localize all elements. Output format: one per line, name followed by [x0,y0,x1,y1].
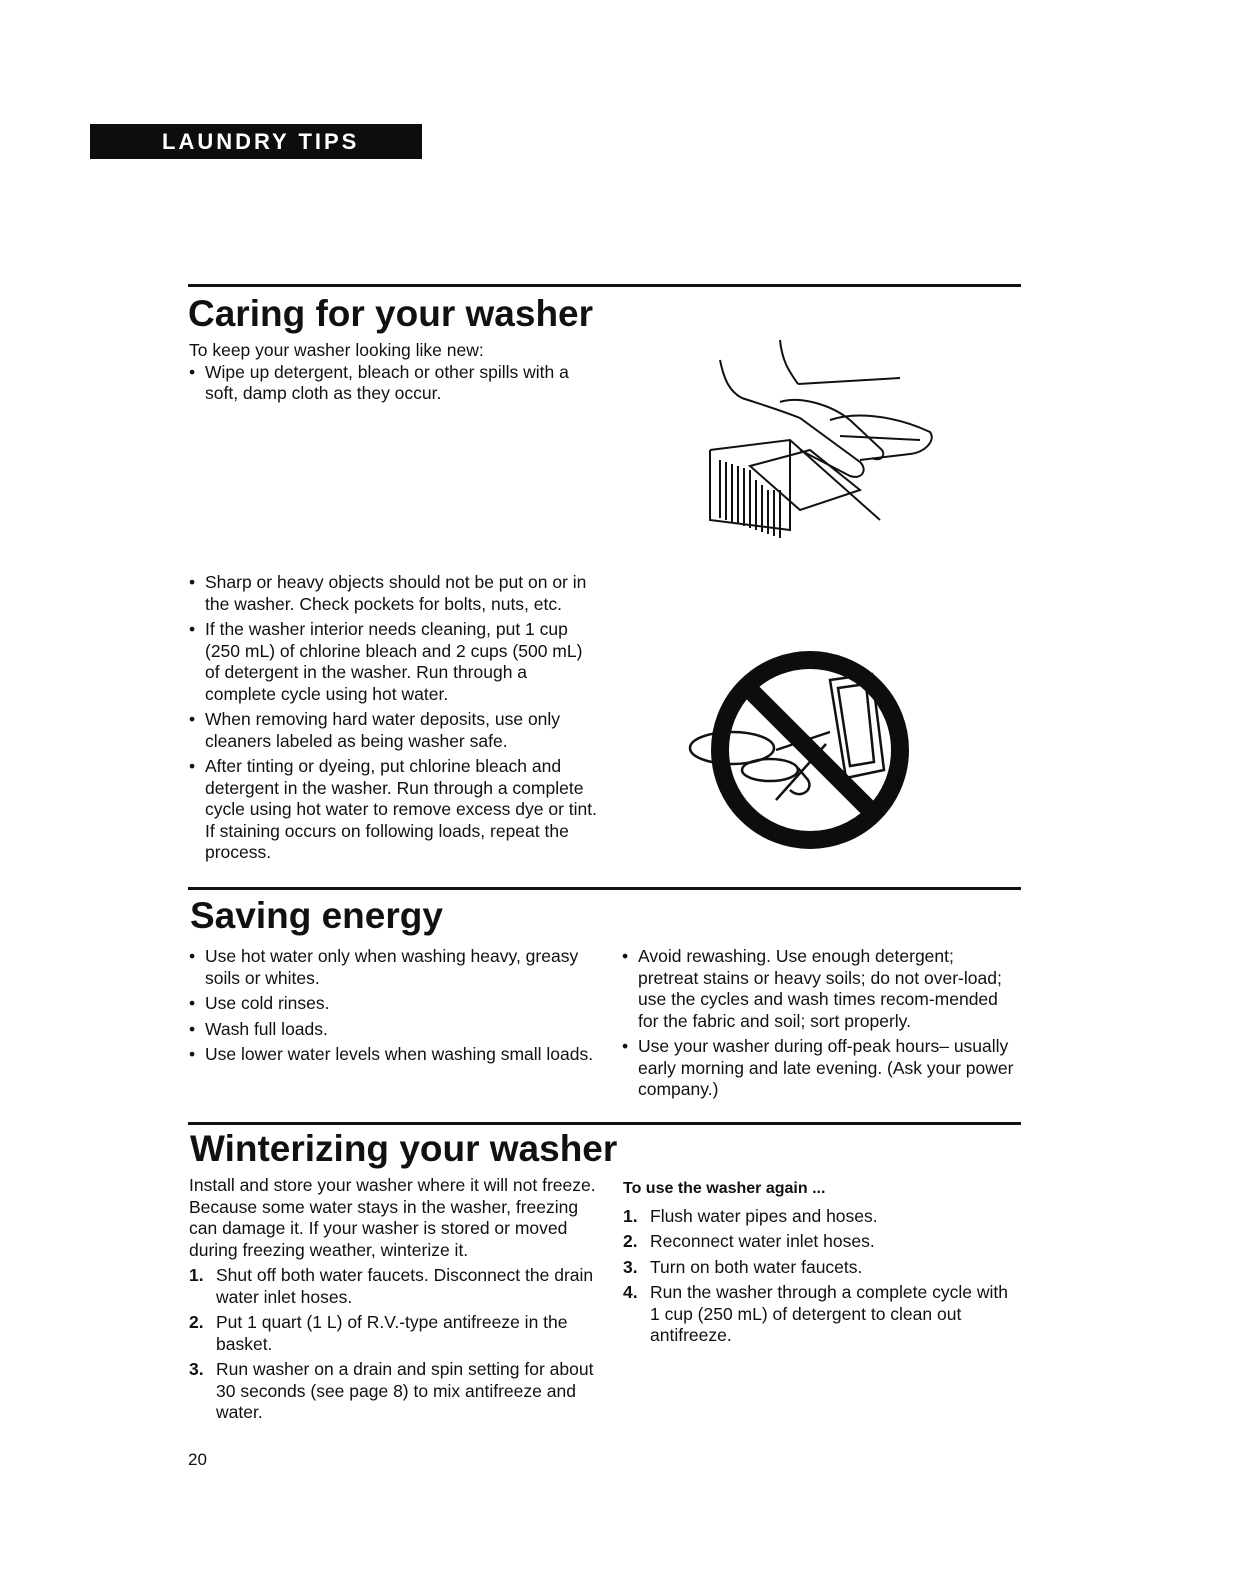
step-text: Run the washer through a complete cycle with 1 cup (250 mL) of detergent to clean out antifreeze. [650,1282,1008,1345]
washer-wiping-illustration [690,340,950,550]
step-number: 4. [623,1282,638,1302]
again-subheading: To use the washer again ... [623,1180,826,1197]
step-text: Put 1 quart (1 L) of R.V.-type antifreeze in the basket. [216,1312,568,1354]
step-number: 2. [189,1312,204,1332]
list-item: • When removing hard water deposits, use only cleaners labeled as being washer safe. [189,709,599,752]
step-number: 3. [623,1256,638,1277]
winterizing-title: Winterizing your washer [190,1128,618,1169]
step-number: 1. [623,1205,638,1226]
saving-left-block [189,946,599,1070]
winterizing-right-block [623,1178,1018,1351]
list-item [623,1257,1018,1279]
saving-title: Saving energy [190,895,443,936]
section-divider [188,1122,1021,1125]
list-item [189,1312,599,1355]
saving-left-list [189,946,599,1066]
list-item: • Use hot water only when washing heavy, greasy soils or whites. [189,946,599,989]
winterizing-left-block [189,1175,599,1428]
section-banner: LAUNDRY TIPS [90,124,422,159]
list-item: • Use cold rinses. [189,993,599,1015]
list-item: • Use lower water levels when washing small loads. [189,1044,599,1066]
list-item [623,1206,1018,1228]
step-text: Reconnect water inlet hoses. [650,1231,875,1251]
winterizing-steps [189,1265,599,1424]
step-text: Flush water pipes and hoses. [650,1205,878,1226]
list-item [623,1231,1018,1253]
list-item: • Use your washer during off-peak hours– usually early morning and late evening. (Ask your power company.) [622,1036,1017,1101]
list-item: • If the washer interior needs cleaning, put 1 cup (250 mL) of chlorine bleach and 2 cups (500 mL) of detergent in the washer. Run through a complete cycle using hot water. [189,619,599,705]
caring-bottom-block [189,572,599,868]
caring-bottom-list [189,572,599,864]
again-steps [623,1206,1018,1347]
section-divider [188,887,1021,890]
step-number: 1. [189,1265,204,1285]
list-item [189,1265,599,1308]
step-number: 3. [189,1359,204,1379]
list-item: • Wash full loads. [189,1019,599,1041]
list-item: • Wipe up detergent, bleach or other spills with a soft, damp cloth as they occur. [189,362,599,405]
step-text: Turn on both water faucets. [650,1256,863,1277]
saving-right-block [622,946,1017,1105]
list-item [623,1282,1018,1347]
list-item: • After tinting or dyeing, put chlorine bleach and detergent in the washer. Run through a complete cycle using hot water to remove excess dye or tint. If staining occurs on following loads, repeat the process. [189,756,599,864]
caring-top-list [189,362,599,405]
caring-title: Caring for your washer [188,293,594,334]
step-text: Shut off both water faucets. Disconnect the drain water inlet hoses. [216,1265,594,1307]
page-number: 20 [188,1450,207,1469]
winterizing-intro: Install and store your washer where it will not freeze. Because some water stays in the washer, freezing can damage it. If your washer is stored or moved during freezing weather, winterize it. [189,1175,596,1260]
prohibited-icon [680,640,940,860]
step-number: 2. [623,1231,638,1251]
saving-right-list [622,946,1017,1101]
list-item: • Sharp or heavy objects should not be put on or in the washer. Check pockets for bolts, nuts, etc. [189,572,599,615]
hand-wiping-icon [690,340,950,550]
step-text: Run washer on a drain and spin setting for about 30 seconds (see page 8) to mix antifreeze and water. [216,1359,594,1422]
caring-intro: To keep your washer looking like new: [189,340,484,360]
list-item [189,1359,599,1424]
list-item: • Avoid rewashing. Use enough detergent; pretreat stains or heavy soils; do not over-load; use the cycles and wash times recom-mended for the fabric and soil; sort properly. [622,946,1017,1032]
section-divider [188,284,1021,287]
caring-intro-block [189,340,599,409]
no-sharp-objects-illustration [680,640,940,860]
